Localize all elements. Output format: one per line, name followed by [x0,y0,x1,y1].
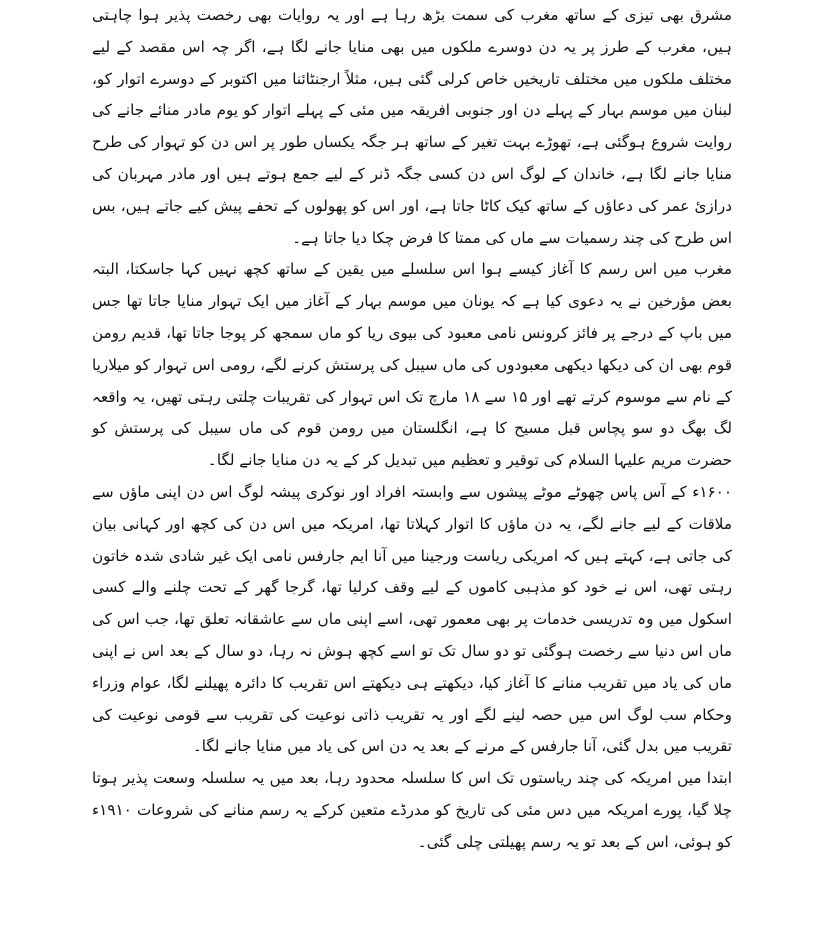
paragraph-4: ابتدا میں امریکہ کی چند ریاستوں تک اس کا سلسلہ محدود رہا، بعد میں یہ سلسلہ وسعت پذیر ہوتا چلا گیا، پورے امریکہ میں دس مئی کی تاریخ کو مدرڈے متعین کرکے یہ رسم منانے کی شروعات ۱۹۱۰ء کو ہوئی، اس کے بعد تو یہ رسم پھیلتی چلی گئی۔ [92,769,732,851]
paragraph-1: مشرق بھی تیزی کے ساتھ مغرب کی سمت بڑھ رہا ہے اور یہ روایات بھی رخصت پذیر ہوا چاہتی ہیں، مغرب کے طرز پر یہ دن دوسرے ملکوں میں بھی منایا جانے لگا ہے، اگر چہ اس مقصد کے لیے مختلف ملکوں میں مختلف تاریخیں خاص کرلی گئی ہیں، مثلاً ارجنٹائنا میں اکتوبر کے دوسرے اتوار کو، لبنان میں موسم بہار کے پہلے دن اور جنوبی افریقہ میں مئی کے پہلے اتوار کو یوم مادر منائے جانے کی روایت شروع ہوگئی ہے، تھوڑے بہت تغیر کے ساتھ ہر جگہ یکساں طور پر اس دن کو تہوار کی طرح منایا جانے لگا ہے، خاندان کے لوگ اس دن کسی جگہ ڈنر کے لیے جمع ہوتے ہیں اور مادر مہربان کی درازئ عمر کی دعاؤں کے ساتھ کیک کاٹا جاتا ہے، اور اس کو پھولوں کے تحفے پیش کیے جاتے ہیں، بس اس طرح کی چند رسمیات سے ماں کی ممتا کا فرض چکا دیا جاتا ہے۔ [92,6,732,247]
paragraph-3: ۱۶۰۰ء کے آس پاس چھوٹے موٹے پیشوں سے وابستہ افراد اور نوکری پیشہ لوگ اس دن اپنی ماؤں سے ملاقات کے لیے جانے لگے، یہ دن ماؤں کا اتوار کہلاتا تھا، امریکہ میں اس دن کی کچھ اور کہانی بیان کی جاتی ہے، کہتے ہیں کہ امریکی ریاست ورجینا میں آنا ایم جارفس نامی ایک غیر شادی شدہ خاتون رہتی تھی، اس نے خود کو مذہبی کاموں کے لیے وقف کرلیا تھا، گرجا گھر کے تحت چلنے والے کسی اسکول میں وہ تدریسی خدمات پر بھی معمور تھی، اسے اپنی ماں سے عاشقانہ تعلق تھا، جب اس کی ماں اس دنیا سے رخصت ہوگئی تو دو سال تک تو اسے کچھ ہوش نہ رہا، دو سال کے بعد اس نے اپنی ماں کی یاد میں تقریب منانے کا آغاز کیا، دیکھتے ہی دیکھتے اس تقریب کا دائرہ پھیلنے لگا، عوام وزراء وحکام سب لوگ اس میں حصہ لینے لگے اور یہ تقریب ذاتی نوعیت کی تقریب سے قومی نوعیت کی تقریب میں بدل گئی، آنا جارفس کے مرنے کے بعد یہ دن اس کی یاد میں منایا جانے لگا۔ [92,482,732,756]
document-page [92,0,732,946]
paragraph-2: مغرب میں اس رسم کا آغاز کیسے ہوا اس سلسلے میں یقین کے ساتھ کچھ نہیں کہا جاسکتا، البتہ بعض مؤرخین نے یہ دعوی کیا ہے کہ یونان میں موسم بہار کے آغاز میں ایک تہوار منایا جاتا تھا جس میں باپ کے درجے پر فائز کرونس نامی معبود کی بیوی ریا کو ماں سمجھ کر پوجا جاتا تھا، قدیم رومن قوم بھی ان کی دیکھا دیکھی معبودوں کی ماں سیبل کی پرستش کرنے لگے، رومی اس تہوار کو میلاریا کے نام سے موسوم کرتے تھے اور ۱۵ سے ۱۸ مارچ تک اس تہوار کی تقریبات چلتی رہتی تھیں، یہ واقعہ لگ بھگ دو سو پچاس قبل مسیح کا ہے، انگلستان میں رومن قوم کی ماں سیبل کی پرستش کو حضرت مریم علیہا السلام کی توقیر و تعظیم میں تبدیل کر کے یہ دن منایا جانے لگا۔ [92,260,732,470]
